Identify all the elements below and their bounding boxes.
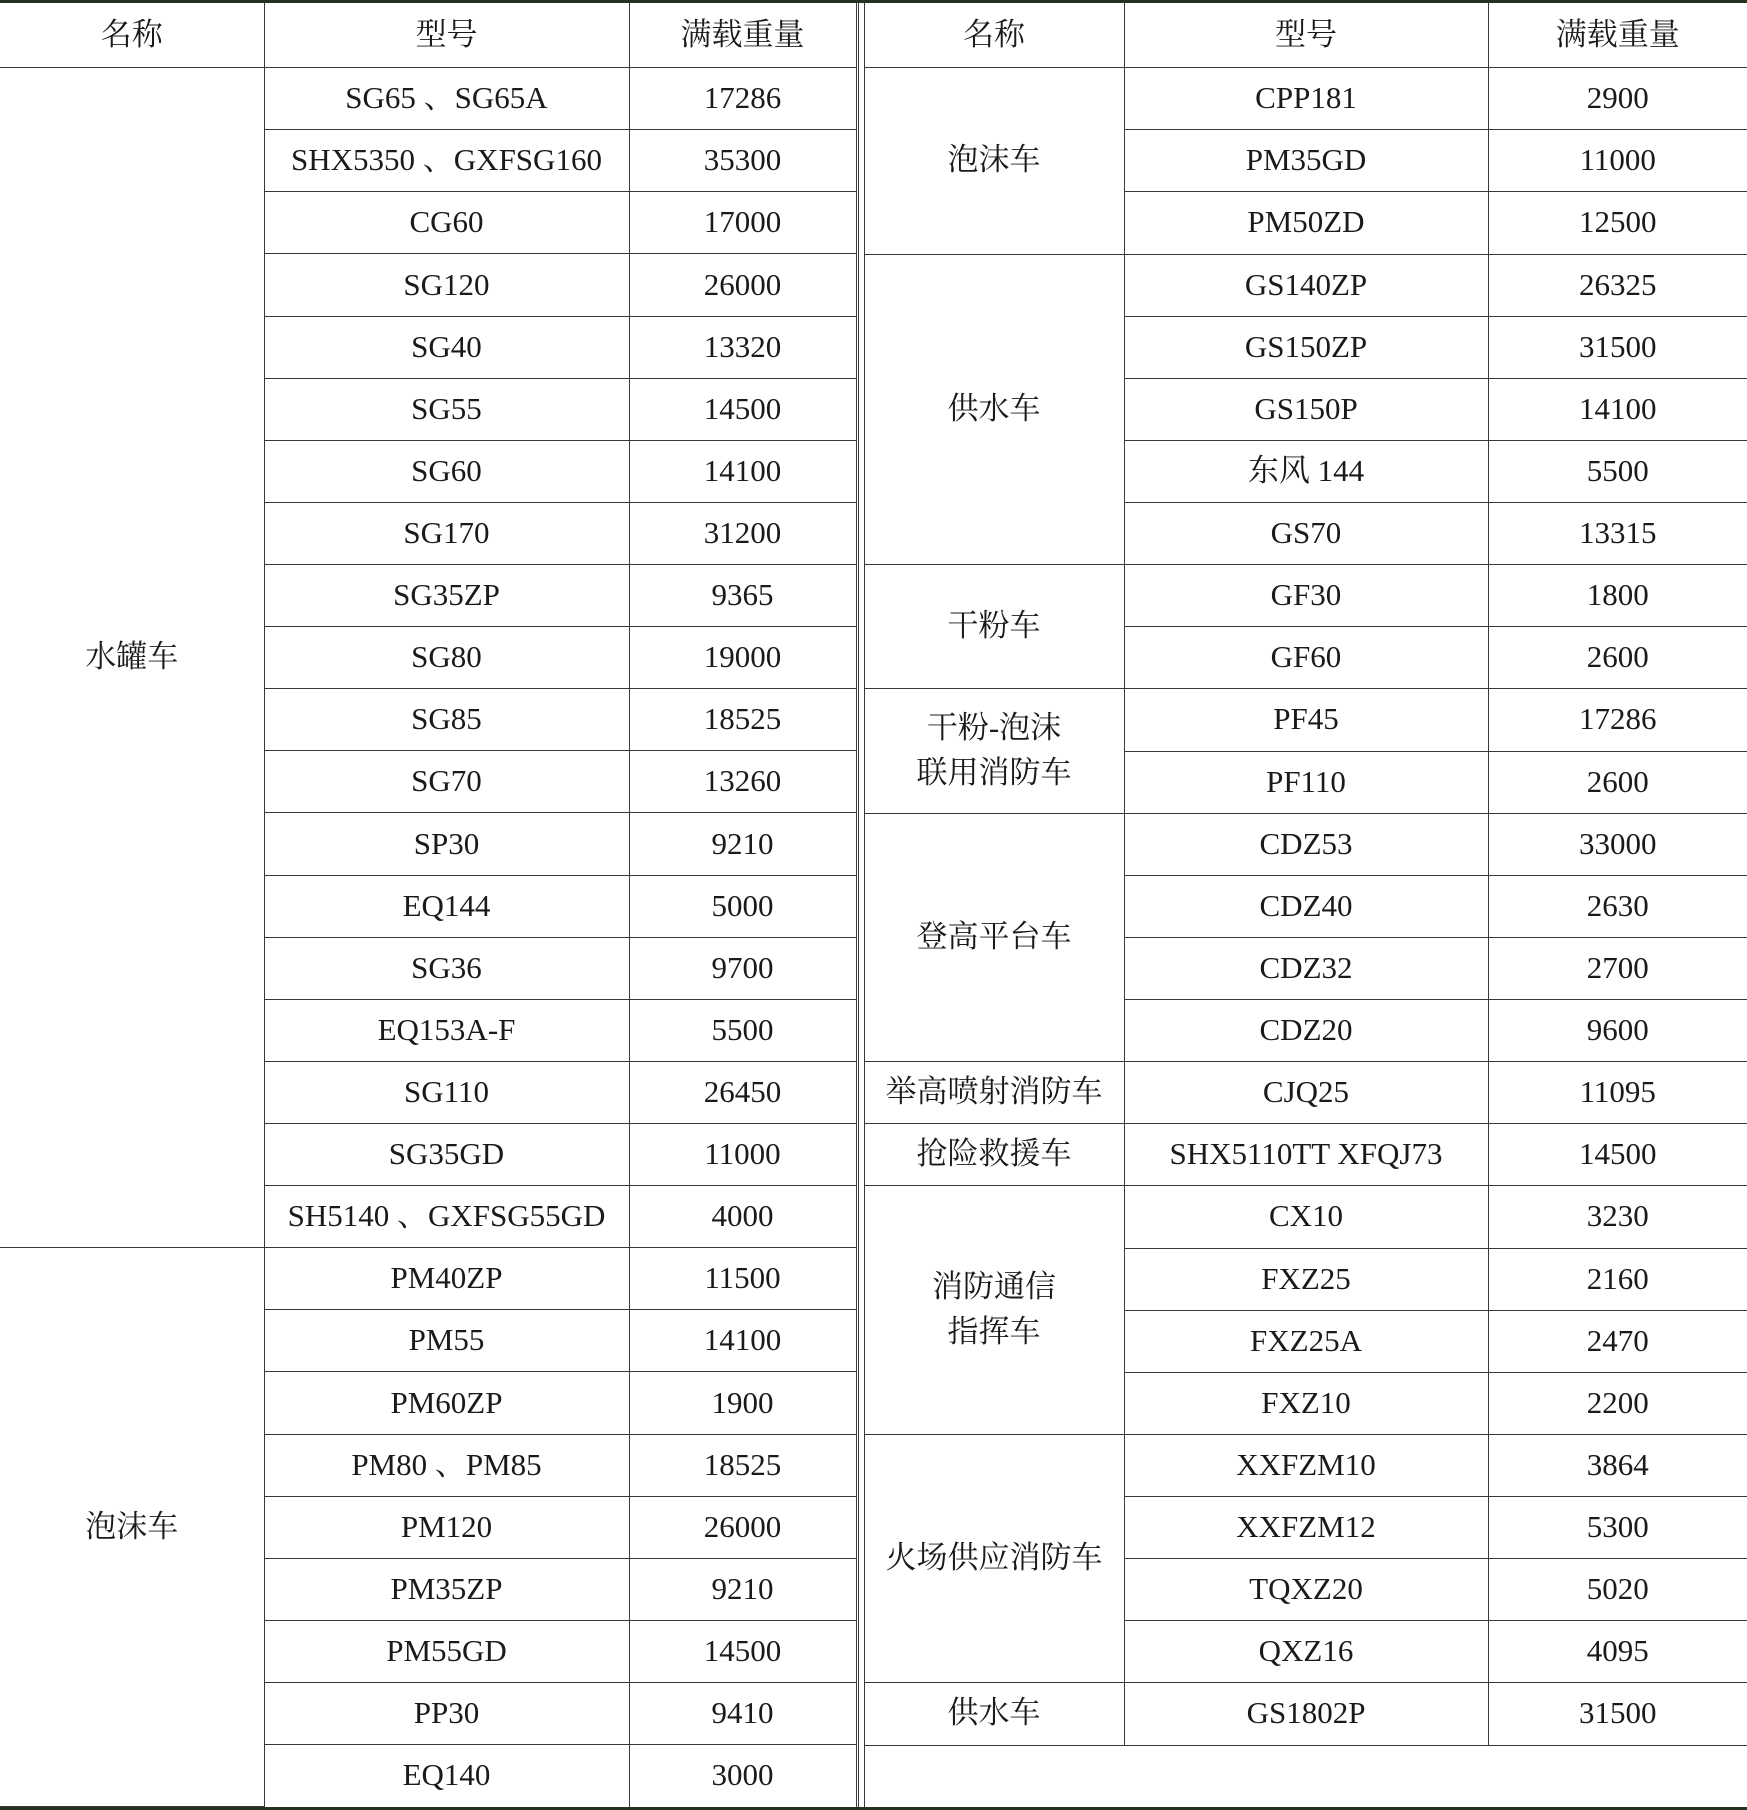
- weight-cell: 11095: [1488, 1062, 1747, 1124]
- model-cell: GS70: [1124, 503, 1488, 565]
- weight-cell: 17000: [629, 192, 857, 254]
- weight-cell: 2600: [1488, 751, 1747, 813]
- vehicle-type-name: 举高喷射消防车: [885, 1074, 1103, 1110]
- vehicle-type-cell: [864, 565, 1124, 689]
- model-cell: PF45: [1124, 689, 1488, 751]
- weight-cell: 18525: [629, 689, 857, 751]
- weight-cell: 31500: [1488, 1683, 1747, 1745]
- model-cell: SG120: [264, 254, 629, 316]
- model-cell: PM50ZD: [1124, 192, 1488, 254]
- model-cell: PM35ZP: [264, 1558, 629, 1620]
- vehicle-type-name: 泡沫车: [85, 1508, 179, 1544]
- model-cell: TQXZ20: [1124, 1559, 1488, 1621]
- model-cell: GF60: [1124, 627, 1488, 689]
- weight-cell: 11500: [629, 1248, 857, 1310]
- model-cell: PM120: [264, 1496, 629, 1558]
- model-cell: SG35ZP: [264, 565, 629, 627]
- weight-cell: 14500: [629, 378, 857, 440]
- weight-cell: 1900: [629, 1372, 857, 1434]
- model-cell: QXZ16: [1124, 1621, 1488, 1683]
- vehicle-type-name: 登高平台车: [916, 918, 1072, 954]
- weight-cell: 17286: [1488, 689, 1747, 751]
- vehicle-type-cell: [864, 689, 1124, 813]
- weight-cell: 2700: [1488, 937, 1747, 999]
- model-cell: SG85: [264, 689, 629, 751]
- weight-cell: 5020: [1488, 1559, 1747, 1621]
- vehicle-type-cell: [0, 68, 264, 1248]
- vehicle-type-name: 供水车: [947, 390, 1041, 426]
- model-cell: SP30: [264, 813, 629, 875]
- model-cell: CDZ20: [1124, 1000, 1488, 1062]
- model-cell: EQ144: [264, 875, 629, 937]
- model-cell: PM80 、PM85: [264, 1434, 629, 1496]
- model-cell: SG80: [264, 627, 629, 689]
- vehicle-type-name: 水罐车: [85, 639, 179, 675]
- model-cell: GS1802P: [1124, 1683, 1488, 1745]
- weight-cell: 13320: [629, 316, 857, 378]
- weight-cell: 9700: [629, 937, 857, 999]
- header-row: [864, 3, 1747, 68]
- vehicle-type-name: 火场供应消防车: [885, 1540, 1103, 1576]
- header-weight: 满载重量: [629, 3, 857, 68]
- table-row: [864, 1062, 1747, 1124]
- vehicle-type-name: 消防通信: [932, 1269, 1056, 1305]
- vehicle-type-cell: [864, 1434, 1124, 1683]
- weight-cell: 9600: [1488, 1000, 1747, 1062]
- weight-cell: 13260: [629, 751, 857, 813]
- table-row: [864, 813, 1747, 875]
- vehicle-type-cell: [864, 1683, 1124, 1745]
- weight-cell: 5500: [629, 999, 857, 1061]
- weight-cell: 14500: [1488, 1124, 1747, 1186]
- left-table-body: [0, 3, 857, 1807]
- model-cell: PM40ZP: [264, 1248, 629, 1310]
- weight-cell: 9365: [629, 565, 857, 627]
- weight-cell: 1800: [1488, 565, 1747, 627]
- model-cell: FXZ25: [1124, 1248, 1488, 1310]
- table-row: [864, 689, 1747, 751]
- model-cell: SG65 、SG65A: [264, 68, 629, 130]
- weight-cell: 2470: [1488, 1310, 1747, 1372]
- weight-cell: 14500: [629, 1620, 857, 1682]
- right-table: [864, 3, 1747, 1807]
- model-cell: CPP181: [1124, 68, 1488, 130]
- model-cell: CDZ53: [1124, 813, 1488, 875]
- model-cell: XXFZM10: [1124, 1434, 1488, 1496]
- weight-cell: 13315: [1488, 503, 1747, 565]
- vehicle-type-name: 联用消防车: [916, 755, 1072, 791]
- weight-cell: 14100: [629, 440, 857, 502]
- header-row: [0, 3, 857, 68]
- model-cell: GS150ZP: [1124, 316, 1488, 378]
- vehicle-type-cell: [864, 1062, 1124, 1124]
- weight-cell: 3000: [629, 1745, 857, 1807]
- vehicle-type-name: 抢险救援车: [916, 1136, 1072, 1172]
- weight-cell: 26325: [1488, 254, 1747, 316]
- model-cell: GF30: [1124, 565, 1488, 627]
- model-cell: SG55: [264, 378, 629, 440]
- model-cell: PM35GD: [1124, 130, 1488, 192]
- model-cell: SH5140 、GXFSG55GD: [264, 1186, 629, 1248]
- model-cell: GS140ZP: [1124, 254, 1488, 316]
- model-cell: GS150P: [1124, 378, 1488, 440]
- weight-cell: 9410: [629, 1682, 857, 1744]
- model-cell: SHX5110TT XFQJ73: [1124, 1124, 1488, 1186]
- model-cell: SG60: [264, 440, 629, 502]
- weight-cell: 2900: [1488, 68, 1747, 130]
- weight-cell: 3230: [1488, 1186, 1747, 1248]
- model-cell: FXZ10: [1124, 1372, 1488, 1434]
- vehicle-type-name: 干粉-泡沫: [926, 710, 1062, 746]
- header-name: 名称: [864, 3, 1124, 68]
- header-weight: 满载重量: [1488, 3, 1747, 68]
- model-cell: EQ140: [264, 1745, 629, 1807]
- empty-cell: [864, 1745, 1747, 1807]
- model-cell: SG36: [264, 937, 629, 999]
- left-table: [0, 3, 859, 1807]
- weight-cell: 26450: [629, 1061, 857, 1123]
- vehicle-type-name: 干粉车: [947, 608, 1041, 644]
- weight-cell: 14100: [1488, 378, 1747, 440]
- weight-cell: 31200: [629, 502, 857, 564]
- model-cell: EQ153A-F: [264, 999, 629, 1061]
- model-cell: CG60: [264, 192, 629, 254]
- weight-cell: 4095: [1488, 1621, 1747, 1683]
- model-cell: SG40: [264, 316, 629, 378]
- vehicle-type-cell: [864, 1124, 1124, 1186]
- table-row: [864, 565, 1747, 627]
- weight-cell: 9210: [629, 813, 857, 875]
- table-row: [864, 1683, 1747, 1745]
- weight-cell: 2160: [1488, 1248, 1747, 1310]
- model-cell: SG110: [264, 1061, 629, 1123]
- model-cell: CDZ32: [1124, 937, 1488, 999]
- weight-cell: 3864: [1488, 1434, 1747, 1496]
- model-cell: CJQ25: [1124, 1062, 1488, 1124]
- weight-cell: 33000: [1488, 813, 1747, 875]
- table-row: [864, 254, 1747, 316]
- vehicle-type-cell: [864, 254, 1124, 565]
- vehicle-type-cell: [864, 813, 1124, 1062]
- model-cell: SG70: [264, 751, 629, 813]
- model-cell: CDZ40: [1124, 875, 1488, 937]
- weight-cell: 12500: [1488, 192, 1747, 254]
- weight-cell: 19000: [629, 627, 857, 689]
- weight-cell: 11000: [629, 1123, 857, 1185]
- vehicle-type-name: 指挥车: [947, 1314, 1041, 1350]
- model-cell: PM60ZP: [264, 1372, 629, 1434]
- vehicle-type-cell: [864, 68, 1124, 254]
- empty-row: [864, 1745, 1747, 1807]
- table-row: [864, 68, 1747, 130]
- model-cell: CX10: [1124, 1186, 1488, 1248]
- weight-cell: 35300: [629, 130, 857, 192]
- model-cell: FXZ25A: [1124, 1310, 1488, 1372]
- vehicle-type-name: 供水车: [947, 1695, 1041, 1731]
- model-cell: SHX5350 、GXFSG160: [264, 130, 629, 192]
- model-cell: SG170: [264, 502, 629, 564]
- weight-cell: 14100: [629, 1310, 857, 1372]
- weight-cell: 5300: [1488, 1497, 1747, 1559]
- weight-cell: 2630: [1488, 875, 1747, 937]
- header-model: 型号: [264, 3, 629, 68]
- model-cell: PM55: [264, 1310, 629, 1372]
- header-name: 名称: [0, 3, 264, 68]
- model-cell: PM55GD: [264, 1620, 629, 1682]
- model-cell: PF110: [1124, 751, 1488, 813]
- weight-cell: 31500: [1488, 316, 1747, 378]
- weight-cell: 4000: [629, 1186, 857, 1248]
- weight-cell: 26000: [629, 254, 857, 316]
- header-model: 型号: [1124, 3, 1488, 68]
- model-cell: 东风 144: [1124, 440, 1488, 502]
- weight-cell: 26000: [629, 1496, 857, 1558]
- weight-cell: 2200: [1488, 1372, 1747, 1434]
- weight-cell: 9210: [629, 1558, 857, 1620]
- model-cell: PP30: [264, 1682, 629, 1744]
- weight-cell: 18525: [629, 1434, 857, 1496]
- weight-cell: 5500: [1488, 440, 1747, 502]
- table-row: [0, 68, 857, 130]
- weight-cell: 17286: [629, 68, 857, 130]
- right-table-body: [864, 3, 1747, 1807]
- vehicle-type-name: 泡沫车: [947, 142, 1041, 178]
- vehicle-type-cell: [0, 1248, 264, 1807]
- table-row: [864, 1124, 1747, 1186]
- table-row: [864, 1186, 1747, 1248]
- table-row: [0, 1248, 857, 1310]
- weight-cell: 5000: [629, 875, 857, 937]
- weight-cell: 11000: [1488, 130, 1747, 192]
- model-cell: SG35GD: [264, 1123, 629, 1185]
- weight-cell: 2600: [1488, 627, 1747, 689]
- table-row: [864, 1434, 1747, 1496]
- model-cell: XXFZM12: [1124, 1497, 1488, 1559]
- vehicle-type-cell: [864, 1186, 1124, 1435]
